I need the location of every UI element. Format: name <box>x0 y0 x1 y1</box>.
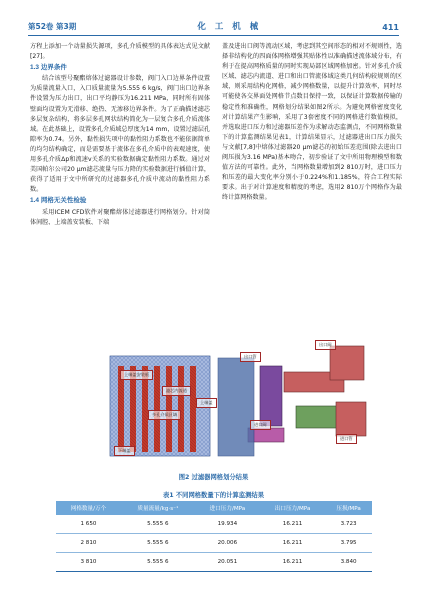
figure-caption: 图2 过滤器网格划分结果 <box>178 474 249 481</box>
page-number: 411 <box>382 23 399 32</box>
label-upper-inlet: 上端盖 <box>196 398 217 408</box>
label-filter-inner: 滤芯内流道 <box>162 386 191 396</box>
mesh-figure <box>100 342 375 462</box>
table-row <box>56 515 372 534</box>
cell: 5.555 6 <box>121 553 195 572</box>
right-column <box>222 42 402 204</box>
label-lower-cap: 下端盖 <box>114 446 135 456</box>
cell: 2 810 <box>56 534 121 553</box>
cell: 3.795 <box>325 534 372 553</box>
cell: 5.555 6 <box>121 515 195 534</box>
cell: 16.211 <box>260 515 325 534</box>
col-inlet-pressure: 进口压力/MPa <box>195 501 260 515</box>
paragraph: 方程上添加一个动量损失源项，多孔介质模型的具体表达式见文献[27]。 <box>30 43 210 61</box>
page-header <box>28 14 399 36</box>
cell: 1 650 <box>56 515 121 534</box>
col-outlet-pressure: 出口压力/MPa <box>260 501 325 515</box>
label-outlet-valve: 出口阀 <box>315 340 336 350</box>
table-caption: 表1 不同网格数量下的计算监测结果 <box>162 492 265 499</box>
cell: 3.840 <box>325 553 372 572</box>
table-header-row <box>56 501 372 515</box>
cell: 3 810 <box>56 553 121 572</box>
label-inlet-valve: 进口阀 <box>250 420 271 430</box>
cell: 5.555 6 <box>121 534 195 553</box>
cell: 3.723 <box>325 515 372 534</box>
label-upper-mount: 上端盖安装板 <box>120 370 153 380</box>
col-mesh-count: 网格数量/万个 <box>56 501 121 515</box>
paragraph: 盖及进出口阀等流动区域，考虑到其空间形态的相对不规则性，选择非结构化的四面体网格增强其贴体性以准确描述流体域分布，有利于在提高网格质量的同时实现局部区域网格加密。针对多孔介质区域、滤芯内流道、进口和出口管流体域这类几何结构较规则的区域，则采用结构化网格，减少网格数量，以提升计算效率，同时尽可能使各交界面处网格节点数目保持一致，以保证计算数据传输的稳定性和准确性，网格划分结果如图2所示。为避免网格密度变化对计算结果产生影响，采用了3套密度不同的网格进行数值模拟，并选取进口压力和过滤器压差作为求解动态监测点，不同网格数量下的计算监测结果见表1，计算结果显示，过滤器进出口压力损失与文献[7,8]中熔体过滤器20 μm滤芯的初始压差范围(除去进出口阀压损为3.16 MPa)基本吻合，初步验证了文中所用物理模型和数值方法的可靠性。此外，当网格数量增加到2 810万时，进口压力和压差的最大变化率分别小于0.224%和1.185%，符合工程实际要求。出于对计算速度和精度的考虑，选用2 810万个网格作为最终计算网格数量。 <box>222 43 402 202</box>
label-outlet-pipe: 出口管 <box>240 352 261 362</box>
paragraph: 结合该型号聚酯熔体过滤器设计参数，阀门入口边界条件设置为质量流量入口，入口质量流量为5.555 6 kg/s，阀门出口边界条件设置为压力出口，出口平均静压为16.211 MPa，同时所有固体壁面均设置为无滑移、绝热、无渗移边界条件。为了正确描述滤芯多层复杂结构，将多层多孔网状结构简化为一层复合多孔介质流体域。在此基础上，设置多孔介质域总厚度为14 mm，设置过滤层孔隙率为0.74。另外，黏性损失项中的黏性阻力系数也不能依据简单的均匀结构确定，而是需要基于流体在多孔介质中的表观速度，使用多孔介质Δp和流速v关系的实验数据确定黏性阻力系数。通过对美国帕尔公司20 μm滤芯流量与压力降的实验数据进行插值计算，获得了适用于文中所研究的过滤器多孔介质中流动的黏性阻力系数。 <box>30 75 211 194</box>
cell: 20.051 <box>195 553 260 572</box>
section-heading: 1.4 网格无关性检验 <box>30 197 87 205</box>
table-row <box>56 534 372 553</box>
label-porous: 多孔介质区域 <box>148 410 181 420</box>
col-pressure-loss: 压损/MPa <box>325 501 372 515</box>
paragraph: 采用ICEM CFD软件对聚酯熔体过滤器进行网格划分。针对筒体间腔、上端盖安装板、下端 <box>30 208 210 226</box>
journal-title: 化 工 机 械 <box>197 22 262 32</box>
cell: 20.006 <box>195 534 260 553</box>
label-inlet-pipe: 进口管 <box>336 434 357 444</box>
results-table <box>56 501 372 572</box>
journal-volume: 第52卷 第3期 <box>28 22 77 31</box>
left-column <box>30 42 210 228</box>
col-mass-flow: 质量流量/kg·s⁻¹ <box>121 501 195 515</box>
cell: 16.211 <box>260 553 325 572</box>
cell: 16.211 <box>260 534 325 553</box>
cell: 19.934 <box>195 515 260 534</box>
section-heading: 1.3 边界条件 <box>30 64 67 72</box>
table-row <box>56 553 372 572</box>
mesh-illustration <box>100 342 375 462</box>
